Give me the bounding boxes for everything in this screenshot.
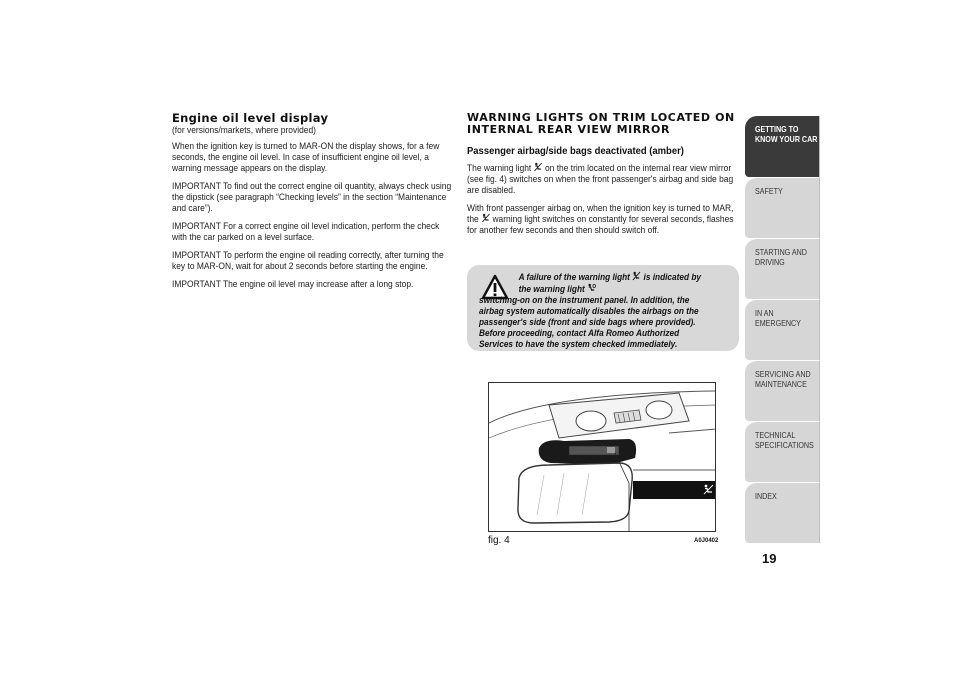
paragraph: IMPORTANT For a correct engine oil level indication, perform the check with the car parked on a level surface. [172, 220, 440, 242]
right-column [467, 112, 739, 235]
section-heading: WARNING LIGHTS ON TRIM LOCATED ON INTERNAL REAR VIEW MIRROR [467, 111, 735, 136]
paragraph-text: on the trim located on the internal rear view mirror (see fig. 4) switches on when the front passenger's airbag and side bag are disabled. [467, 162, 734, 195]
tab-label: IN AN EMERGENCY [755, 308, 801, 328]
tab-getting-to-know-your-car[interactable] [745, 116, 820, 177]
figure-caption: fig. 4 [488, 535, 510, 546]
rear-view-mirror-illustration [488, 382, 716, 532]
figure-code: A0J0402 [694, 538, 719, 544]
paragraph-text: warning light switches on constantly for several seconds, flashes for another few seconds and then should switch off. [467, 213, 734, 235]
airbag-off-icon [481, 213, 490, 223]
left-column [172, 112, 456, 289]
paragraph: IMPORTANT To perform the engine oil reading correctly, after turning the key to MAR-ON, wait for about 2 seconds before starting the engine. [172, 249, 444, 271]
paragraph-text: The warning light [467, 162, 532, 173]
paragraph: IMPORTANT The engine oil level may increase after a long stop. [172, 278, 414, 289]
tab-label: TECHNICAL SPECIFICATIONS [755, 430, 814, 450]
paragraph: IMPORTANT To find out the correct engine oil quantity, always check using the dipstick (see paragraph “Checking levels” in the section “Maintenance and care”). [172, 180, 452, 213]
section-heading: Engine oil level display [172, 111, 329, 125]
warning-text-part: switching-on on the instrument panel. In addition, the airbag system automatically disables the airbags on the passenger's side (front and side bags where provided). Before proceeding, contact Alfa Romeo Authorized Services to have the system checked immediately. [479, 295, 699, 349]
tab-servicing-and-maintenance[interactable] [745, 360, 820, 421]
airbag-off-icon [534, 162, 543, 172]
paragraph [467, 162, 739, 195]
tab-index[interactable] [745, 482, 820, 543]
paragraph [467, 202, 739, 235]
tab-in-an-emergency[interactable] [745, 299, 820, 360]
tab-label: SAFETY [755, 186, 783, 196]
airbag-icon [587, 283, 596, 293]
tab-label: STARTING AND DRIVING [755, 247, 807, 267]
warning-box [467, 265, 739, 351]
mirror-drawing [489, 383, 716, 532]
airbag-off-icon [632, 271, 641, 281]
tab-technical-specifications[interactable] [745, 421, 820, 482]
tab-safety[interactable] [745, 177, 820, 238]
subheading: Passenger airbag/side bags deactivated (amber) [467, 145, 684, 157]
page-number: 19 [762, 551, 777, 566]
paragraph-text: With front passenger airbag on, when the ignition key is turned to MAR, the [467, 202, 734, 224]
availability-note: (for versions/markets, where provided) [172, 124, 316, 135]
warning-text [479, 271, 709, 350]
tab-label: SERVICING AND MAINTENANCE [755, 369, 811, 389]
paragraph: When the ignition key is turned to MAR-ON the display shows, for a few seconds, the engine oil level. In case of insufficient engine oil level, a warning message appears on the display. [172, 140, 440, 173]
tab-starting-and-driving[interactable] [745, 238, 820, 299]
warning-text-part: is indicated by the warning light [518, 272, 701, 294]
warning-text-part: A failure of the warning light [518, 272, 630, 282]
tab-label: GETTING TO KNOW YOUR CAR [755, 124, 818, 144]
section-tabs [745, 116, 820, 543]
tab-label: INDEX [755, 491, 777, 501]
